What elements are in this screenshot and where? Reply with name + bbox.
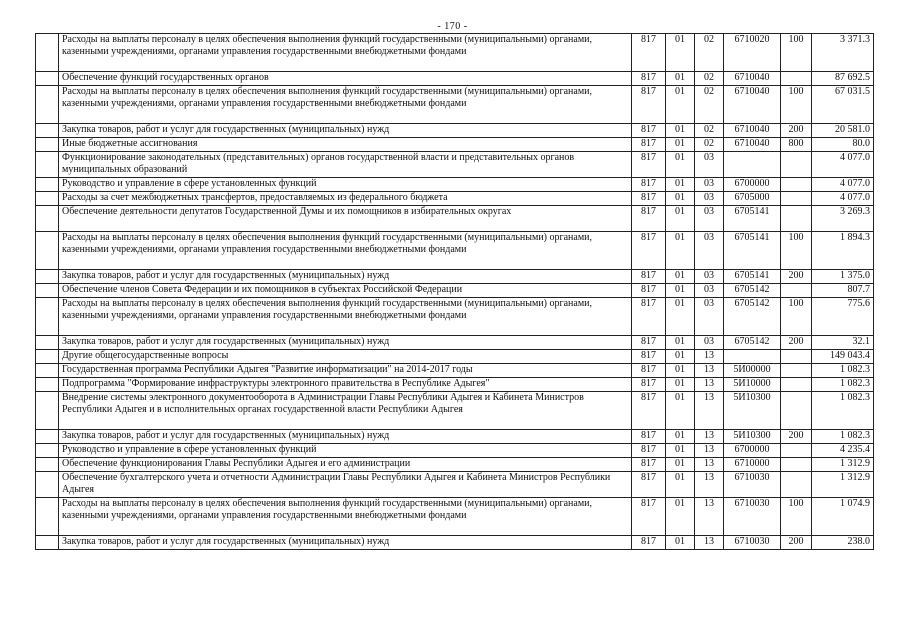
row-blank-cell: [36, 536, 59, 550]
row-target-article-code: 6710030: [724, 472, 781, 498]
row-subsection-code: 02: [695, 72, 724, 86]
row-amount: 238.0: [812, 536, 874, 550]
row-ved-code: 817: [632, 284, 666, 298]
row-amount: 1 082.3: [812, 430, 874, 444]
row-target-article-code: 6710030: [724, 536, 781, 550]
table-row: [36, 392, 874, 430]
row-expense-type-code: [781, 178, 812, 192]
row-blank-cell: [36, 178, 59, 192]
row-target-article-code: 6710040: [724, 124, 781, 138]
row-name: Обеспечение деятельности депутатов Государственной Думы и их помощников в избирательных округах: [59, 206, 632, 232]
row-expense-type-code: 200: [781, 536, 812, 550]
row-section-code: 01: [666, 392, 695, 430]
row-target-article-code: 6710040: [724, 72, 781, 86]
row-section-code: 01: [666, 378, 695, 392]
row-blank-cell: [36, 270, 59, 284]
row-expense-type-code: 100: [781, 232, 812, 270]
row-blank-cell: [36, 34, 59, 72]
row-target-article-code: 6705142: [724, 298, 781, 336]
table-row: [36, 284, 874, 298]
row-name: Расходы на выплаты персоналу в целях обеспечения выполнения функций государственными (муниципальными) органами, казенными учреждениями, органами управления государственными внебюджетными фондами: [59, 298, 632, 336]
row-target-article-code: 6705142: [724, 336, 781, 350]
row-name: Обеспечение членов Совета Федерации и их помощников в субъектах Российской Федерации: [59, 284, 632, 298]
row-ved-code: 817: [632, 86, 666, 124]
row-expense-type-code: 200: [781, 430, 812, 444]
row-section-code: 01: [666, 192, 695, 206]
table-row: [36, 232, 874, 270]
row-expense-type-code: 200: [781, 336, 812, 350]
table-row: [36, 430, 874, 444]
row-ved-code: 817: [632, 270, 666, 284]
row-name: Государственная программа Республики Адыгея "Развитие информатизации" на 2014-2017 годы: [59, 364, 632, 378]
table-row: [36, 350, 874, 364]
row-subsection-code: 13: [695, 378, 724, 392]
row-expense-type-code: 800: [781, 138, 812, 152]
table-row: [36, 536, 874, 550]
row-target-article-code: 6705142: [724, 284, 781, 298]
row-subsection-code: 13: [695, 350, 724, 364]
row-ved-code: 817: [632, 206, 666, 232]
table-row: [36, 270, 874, 284]
row-amount: 1 312.9: [812, 458, 874, 472]
row-target-article-code: 6705141: [724, 270, 781, 284]
row-ved-code: 817: [632, 498, 666, 536]
row-expense-type-code: [781, 364, 812, 378]
row-expense-type-code: [781, 192, 812, 206]
table-row: [36, 472, 874, 498]
row-expense-type-code: [781, 206, 812, 232]
row-amount: 1 375.0: [812, 270, 874, 284]
row-blank-cell: [36, 152, 59, 178]
row-amount: 87 692.5: [812, 72, 874, 86]
row-name: Иные бюджетные ассигнования: [59, 138, 632, 152]
row-subsection-code: 02: [695, 34, 724, 72]
row-subsection-code: 13: [695, 472, 724, 498]
row-name: Расходы на выплаты персоналу в целях обеспечения выполнения функций государственными (муниципальными) органами, казенными учреждениями, органами управления государственными внебюджетными фондами: [59, 232, 632, 270]
row-subsection-code: 03: [695, 152, 724, 178]
row-ved-code: 817: [632, 378, 666, 392]
row-expense-type-code: [781, 72, 812, 86]
row-blank-cell: [36, 364, 59, 378]
table-row: [36, 458, 874, 472]
row-amount: 4 077.0: [812, 192, 874, 206]
table-row: [36, 152, 874, 178]
row-amount: 32.1: [812, 336, 874, 350]
row-amount: 775.6: [812, 298, 874, 336]
row-section-code: 01: [666, 124, 695, 138]
row-name: Другие общегосударственные вопросы: [59, 350, 632, 364]
table-row: [36, 138, 874, 152]
row-target-article-code: 6710030: [724, 498, 781, 536]
row-blank-cell: [36, 206, 59, 232]
row-name: Руководство и управление в сфере установленных функций: [59, 444, 632, 458]
row-amount: 1 082.3: [812, 378, 874, 392]
row-blank-cell: [36, 72, 59, 86]
row-section-code: 01: [666, 472, 695, 498]
row-expense-type-code: 100: [781, 298, 812, 336]
row-amount: 20 581.0: [812, 124, 874, 138]
row-name: Закупка товаров, работ и услуг для государственных (муниципальных) нужд: [59, 336, 632, 350]
row-ved-code: 817: [632, 458, 666, 472]
page-number: - 170 -: [437, 21, 468, 32]
row-subsection-code: 13: [695, 536, 724, 550]
row-subsection-code: 03: [695, 206, 724, 232]
row-amount: 3 269.3: [812, 206, 874, 232]
row-target-article-code: 6710040: [724, 86, 781, 124]
row-ved-code: 817: [632, 472, 666, 498]
row-target-article-code: 6700000: [724, 444, 781, 458]
row-expense-type-code: [781, 284, 812, 298]
row-subsection-code: 13: [695, 430, 724, 444]
row-blank-cell: [36, 498, 59, 536]
row-amount: 149 043.4: [812, 350, 874, 364]
row-amount: 1 894.3: [812, 232, 874, 270]
row-expense-type-code: 100: [781, 34, 812, 72]
row-subsection-code: 02: [695, 86, 724, 124]
row-section-code: 01: [666, 458, 695, 472]
row-subsection-code: 13: [695, 444, 724, 458]
row-target-article-code: 6705141: [724, 206, 781, 232]
row-name: Закупка товаров, работ и услуг для государственных (муниципальных) нужд: [59, 536, 632, 550]
row-section-code: 01: [666, 138, 695, 152]
row-ved-code: 817: [632, 138, 666, 152]
row-ved-code: 817: [632, 298, 666, 336]
row-ved-code: 817: [632, 124, 666, 138]
row-ved-code: 817: [632, 536, 666, 550]
row-subsection-code: 02: [695, 138, 724, 152]
table-row: [36, 298, 874, 336]
row-amount: 1 082.3: [812, 364, 874, 378]
row-subsection-code: 03: [695, 284, 724, 298]
row-amount: 1 074.9: [812, 498, 874, 536]
row-target-article-code: 6705141: [724, 232, 781, 270]
row-target-article-code: 6700000: [724, 178, 781, 192]
row-subsection-code: 13: [695, 498, 724, 536]
row-blank-cell: [36, 458, 59, 472]
row-subsection-code: 03: [695, 270, 724, 284]
table-row: [36, 178, 874, 192]
row-section-code: 01: [666, 536, 695, 550]
row-subsection-code: 03: [695, 298, 724, 336]
row-target-article-code: 6710040: [724, 138, 781, 152]
row-section-code: 01: [666, 178, 695, 192]
row-ved-code: 817: [632, 336, 666, 350]
row-blank-cell: [36, 86, 59, 124]
row-target-article-code: 5И00000: [724, 364, 781, 378]
row-ved-code: 817: [632, 392, 666, 430]
row-subsection-code: 03: [695, 336, 724, 350]
row-name: Расходы за счет межбюджетных трансфертов, предоставляемых из федерального бюджета: [59, 192, 632, 206]
row-ved-code: 817: [632, 350, 666, 364]
row-target-article-code: 6710000: [724, 458, 781, 472]
row-section-code: 01: [666, 444, 695, 458]
row-ved-code: 817: [632, 430, 666, 444]
row-section-code: 01: [666, 298, 695, 336]
row-name: Обеспечение функций государственных органов: [59, 72, 632, 86]
row-blank-cell: [36, 378, 59, 392]
row-section-code: 01: [666, 350, 695, 364]
row-expense-type-code: 200: [781, 270, 812, 284]
table-row: [36, 34, 874, 72]
row-expense-type-code: 100: [781, 498, 812, 536]
row-section-code: 01: [666, 206, 695, 232]
row-section-code: 01: [666, 430, 695, 444]
row-target-article-code: 6705000: [724, 192, 781, 206]
row-blank-cell: [36, 284, 59, 298]
row-subsection-code: 03: [695, 192, 724, 206]
row-amount: 4 077.0: [812, 152, 874, 178]
row-expense-type-code: 100: [781, 86, 812, 124]
budget-table-body: [36, 34, 874, 550]
row-blank-cell: [36, 392, 59, 430]
row-amount: 80.0: [812, 138, 874, 152]
table-row: [36, 378, 874, 392]
row-section-code: 01: [666, 232, 695, 270]
row-target-article-code: [724, 350, 781, 364]
row-blank-cell: [36, 138, 59, 152]
row-section-code: 01: [666, 86, 695, 124]
row-subsection-code: 13: [695, 392, 724, 430]
row-expense-type-code: [781, 350, 812, 364]
row-target-article-code: 5И10300: [724, 430, 781, 444]
row-amount: 807.7: [812, 284, 874, 298]
row-target-article-code: 6710020: [724, 34, 781, 72]
row-blank-cell: [36, 430, 59, 444]
row-ved-code: 817: [632, 178, 666, 192]
row-subsection-code: 13: [695, 458, 724, 472]
row-name: Обеспечение бухгалтерского учета и отчетности Администрации Главы Республики Адыгея и Кабинета Министров Республики Адыгея: [59, 472, 632, 498]
row-expense-type-code: [781, 152, 812, 178]
row-amount: 1 312.9: [812, 472, 874, 498]
row-name: Расходы на выплаты персоналу в целях обеспечения выполнения функций государственными (муниципальными) органами, казенными учреждениями, органами управления государственными внебюджетными фондами: [59, 498, 632, 536]
row-ved-code: 817: [632, 192, 666, 206]
table-row: [36, 72, 874, 86]
row-subsection-code: 13: [695, 364, 724, 378]
row-blank-cell: [36, 336, 59, 350]
row-target-article-code: 5И10300: [724, 392, 781, 430]
table-row: [36, 498, 874, 536]
row-name: Закупка товаров, работ и услуг для государственных (муниципальных) нужд: [59, 270, 632, 284]
row-section-code: 01: [666, 284, 695, 298]
table-row: [36, 444, 874, 458]
row-blank-cell: [36, 444, 59, 458]
row-section-code: 01: [666, 72, 695, 86]
row-amount: 4 077.0: [812, 178, 874, 192]
row-subsection-code: 03: [695, 232, 724, 270]
table-row: [36, 364, 874, 378]
row-ved-code: 817: [632, 34, 666, 72]
row-ved-code: 817: [632, 444, 666, 458]
row-name: Расходы на выплаты персоналу в целях обеспечения выполнения функций государственными (муниципальными) органами, казенными учреждениями, органами управления государственными внебюджетными фондами: [59, 34, 632, 72]
table-row: [36, 206, 874, 232]
row-expense-type-code: [781, 378, 812, 392]
row-section-code: 01: [666, 498, 695, 536]
table-row: [36, 336, 874, 350]
row-subsection-code: 03: [695, 178, 724, 192]
row-name: Функционирование законодательных (представительных) органов государственной власти и представительных органов муниципальных образований: [59, 152, 632, 178]
row-expense-type-code: [781, 444, 812, 458]
row-name: Внедрение системы электронного документооборота в Администрации Главы Республики Адыгея и Кабинета Министров Республики Адыгея и в исполнительных органах государственной власти Республики Адыгея: [59, 392, 632, 430]
row-expense-type-code: 200: [781, 124, 812, 138]
row-expense-type-code: [781, 392, 812, 430]
row-amount: 67 031.5: [812, 86, 874, 124]
row-expense-type-code: [781, 472, 812, 498]
row-name: Расходы на выплаты персоналу в целях обеспечения выполнения функций государственными (муниципальными) органами, казенными учреждениями, органами управления государственными внебюджетными фондами: [59, 86, 632, 124]
row-ved-code: 817: [632, 72, 666, 86]
row-section-code: 01: [666, 34, 695, 72]
row-amount: 4 235.4: [812, 444, 874, 458]
row-ved-code: 817: [632, 232, 666, 270]
row-section-code: 01: [666, 336, 695, 350]
row-expense-type-code: [781, 458, 812, 472]
row-blank-cell: [36, 298, 59, 336]
row-name: Руководство и управление в сфере установленных функций: [59, 178, 632, 192]
row-name: Закупка товаров, работ и услуг для государственных (муниципальных) нужд: [59, 430, 632, 444]
row-name: Подпрограмма "Формирование инфраструктуры электронного правительства в Республике Адыгея": [59, 378, 632, 392]
row-blank-cell: [36, 350, 59, 364]
row-target-article-code: [724, 152, 781, 178]
row-blank-cell: [36, 232, 59, 270]
table-row: [36, 86, 874, 124]
row-blank-cell: [36, 192, 59, 206]
row-blank-cell: [36, 472, 59, 498]
budget-table: [35, 33, 874, 550]
row-ved-code: 817: [632, 152, 666, 178]
row-amount: 3 371.3: [812, 34, 874, 72]
row-ved-code: 817: [632, 364, 666, 378]
row-section-code: 01: [666, 270, 695, 284]
row-blank-cell: [36, 124, 59, 138]
row-subsection-code: 02: [695, 124, 724, 138]
row-amount: 1 082.3: [812, 392, 874, 430]
row-name: Закупка товаров, работ и услуг для государственных (муниципальных) нужд: [59, 124, 632, 138]
table-row: [36, 124, 874, 138]
row-target-article-code: 5И10000: [724, 378, 781, 392]
row-section-code: 01: [666, 152, 695, 178]
table-row: [36, 192, 874, 206]
row-name: Обеспечение функционирования Главы Республики Адыгея и его администрации: [59, 458, 632, 472]
row-section-code: 01: [666, 364, 695, 378]
